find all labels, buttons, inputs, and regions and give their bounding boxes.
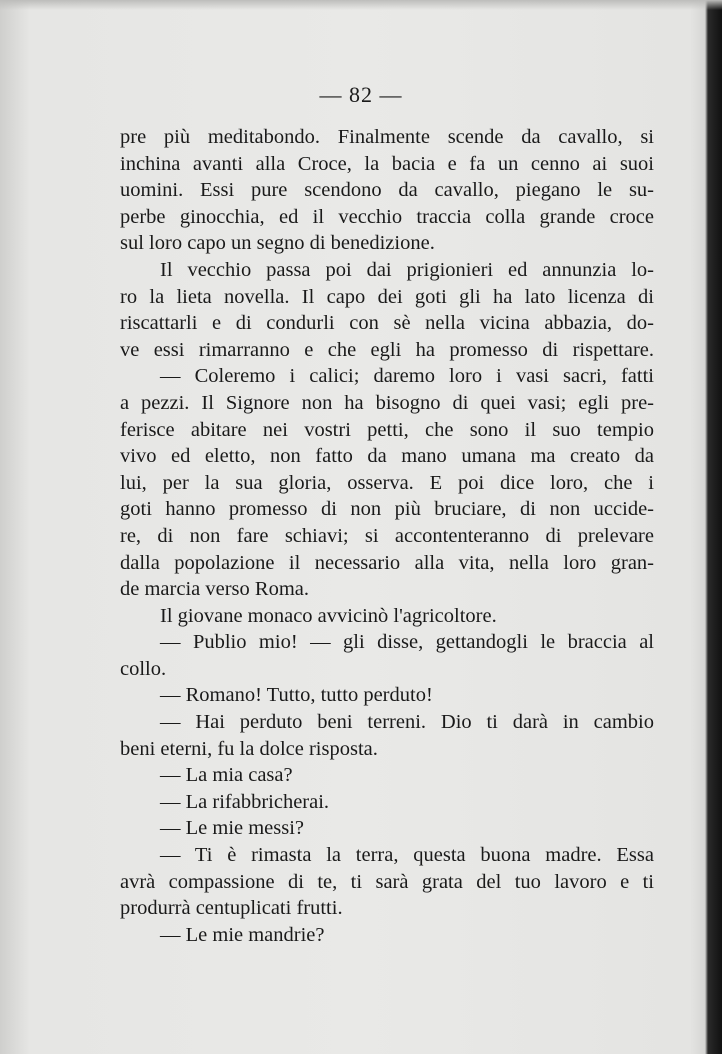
text-line: ro la lieta novella. Il capo dei goti gli ha lato licenza di xyxy=(120,285,654,308)
text-line: — Le mie mandrie? xyxy=(160,923,325,946)
text-line: ve essi rimarranno e che egli ha promesso di rispettare. xyxy=(120,338,654,361)
text-line: — Ti è rimasta la terra, questa buona madre. Essa xyxy=(160,844,654,867)
body-text xyxy=(120,124,654,948)
text-line: a pezzi. Il Signore non ha bisogno di quei vasi; egli pre- xyxy=(120,391,654,414)
text-line: perbe ginocchia, ed il vecchio traccia colla grande croce xyxy=(120,205,654,228)
text-line: vivo ed eletto, non fatto da mano umana ma creato da xyxy=(120,445,654,468)
text-line: produrrà centuplicati frutti. xyxy=(120,897,343,920)
text-line: — La rifabbricherai. xyxy=(160,790,330,813)
text-line: — La mia casa? xyxy=(160,764,293,787)
text-line: — Publio mio! — gli disse, gettandogli le braccia al xyxy=(160,631,654,654)
text-line: Il giovane monaco avvicinò l'agricoltore. xyxy=(160,604,497,627)
text-line: dalla popolazione il necessario alla vita, nella loro gran- xyxy=(120,551,654,574)
text-line: collo. xyxy=(120,657,167,680)
text-line: de marcia verso Roma. xyxy=(120,578,309,601)
text-line: pre più meditabondo. Finalmente scende da cavallo, si xyxy=(120,126,654,148)
text-line: — Le mie messi? xyxy=(160,817,305,840)
text-line: — Coleremo i calici; daremo loro i vasi sacri, fatti xyxy=(160,365,654,388)
text-line: inchina avanti alla Croce, la bacia e fa un cenno ai suoi xyxy=(120,152,654,175)
text-line: ferisce abitare nei vostri petti, che sono il suo tempio xyxy=(120,418,654,441)
text-line: goti hanno promesso di non più bruciare, di non uccide- xyxy=(120,498,654,521)
text-line: riscattarli e di condurli con sè nella vicina abbazia, do- xyxy=(120,312,654,335)
page-top-edge xyxy=(0,0,722,10)
text-line: beni eterni, fu la dolce risposta. xyxy=(120,737,378,760)
text-line: — Romano! Tutto, tutto perduto! xyxy=(160,684,433,707)
text-line: uomini. Essi pure scendono da cavallo, piegano le su- xyxy=(120,179,654,202)
text-line: avrà compassione di te, ti sarà grata del tuo lavoro e ti xyxy=(120,870,654,893)
page-number: — 82 — xyxy=(319,82,403,107)
text-line: re, di non fare schiavi; si accontenteranno di prelevare xyxy=(120,524,654,547)
text-line: sul loro capo un segno di benedizione. xyxy=(120,232,435,255)
text-line: lui, per la sua gloria, osserva. E poi dice loro, che i xyxy=(120,471,654,494)
text-line: Il vecchio passa poi dai prigionieri ed annunzia lo- xyxy=(160,258,654,281)
text-line: — Hai perduto beni terreni. Dio ti darà in cambio xyxy=(160,711,654,734)
